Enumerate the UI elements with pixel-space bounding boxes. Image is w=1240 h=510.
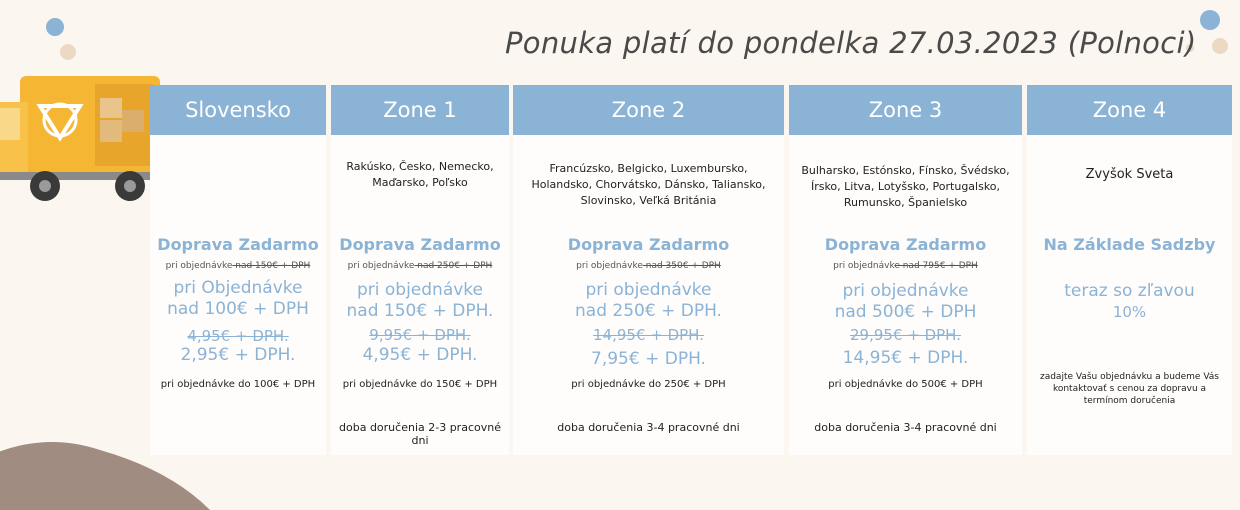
old-threshold-note: pri objednávke nad 350€ + DPH [576,261,721,271]
threshold-line2: nad 500€ + DPH [834,302,977,322]
zone-body [150,135,326,455]
zone-header: Slovensko [150,85,326,135]
zone-column-4 [1027,85,1232,406]
decor-dot [46,18,64,36]
zone-column-slovensko [150,85,326,390]
small-note: pri objednávke do 500€ + DPH [828,379,983,390]
delivery-truck-icon [0,68,175,218]
zone-body [789,135,1022,455]
free-shipping-label: Doprava Zadarmo [567,235,730,254]
zone-body [513,135,784,455]
contact-note: zadajte Vašu objednávku a budeme Vás kontaktovať s cenou za dopravu a termínom doručenia [1039,372,1219,406]
threshold-line1: pri objednávke [585,280,712,300]
rate-based-label: Na Základe Sadzby [1043,235,1216,254]
discount-line1: teraz so zľavou [1064,281,1195,301]
zone-header: Zone 1 [331,85,509,135]
small-note: pri objednávke do 150€ + DPH [342,379,498,390]
new-price: 2,95€ + DPH. [180,345,296,365]
threshold-line1: pri Objednávke [173,278,303,298]
discount-line2: 10% [1112,303,1147,321]
old-price: 14,95€ + DPH. [593,326,704,344]
countries-list: Zvyšok Sveta [1085,167,1174,182]
new-price: 4,95€ + DPH. [362,345,478,365]
zone-body [331,135,509,455]
zone-column-2 [513,85,784,434]
threshold-line2: nad 100€ + DPH [167,299,309,319]
delivery-time: doba doručenia 3-4 pracovné dni [557,421,740,434]
threshold-line1: pri objednávke [842,281,969,301]
zone-header: Zone 2 [513,85,784,135]
countries-list: Rakúsko, Česko, Nemecko, Maďarsko, Poľsko [346,160,494,189]
zone-header: Zone 4 [1027,85,1232,135]
zone-header: Zone 3 [789,85,1022,135]
delivery-time: doba doručenia 3-4 pracovné dni [814,421,997,434]
new-price: 7,95€ + DPH. [591,349,706,369]
countries-list: Bulharsko, Estónsko, Fínsko, Švédsko, Írsko, Litva, Lotyšsko, Portugalsko, Rumunsko, Španielsko [801,164,1010,209]
decor-dot [60,44,76,60]
old-threshold-note: pri objednávke nad 250€ + DPH [347,261,493,271]
zone-column-3 [789,85,1022,434]
new-price: 14,95€ + DPH. [842,348,969,368]
delivery-time: doba doručenia 2-3 pracovné dni [339,421,501,447]
old-price: 4,95€ + DPH. [187,327,289,345]
small-note: pri objednávke do 100€ + DPH [160,379,316,390]
zone-body [1027,135,1232,455]
threshold-line2: nad 250€ + DPH. [575,301,722,321]
small-note: pri objednávke do 250€ + DPH [571,379,726,390]
threshold-line1: pri objednávke [356,280,484,300]
old-threshold-note: pri objednávke nad 795€ + DPH [833,261,978,271]
old-price: 9,95€ + DPH. [369,326,471,344]
threshold-line2: nad 150€ + DPH. [346,301,494,321]
zone-column-1 [331,85,509,447]
old-price: 29,95€ + DPH. [850,326,961,344]
decor-dot [1212,38,1228,54]
free-shipping-label: Doprava Zadarmo [157,235,319,254]
free-shipping-label: Doprava Zadarmo [339,235,501,254]
offer-headline: Ponuka platí do pondelka 27.03.2023 (Polnoci) [505,26,1197,60]
free-shipping-label: Doprava Zadarmo [824,235,987,254]
old-threshold-note: pri objednávke nad 150€ + DPH [165,261,311,271]
countries-list: Francúzsko, Belgicko, Luxembursko, Holandsko, Chorvátsko, Dánsko, Taliansko, Slovinsko, Veľká Británia [531,162,766,207]
